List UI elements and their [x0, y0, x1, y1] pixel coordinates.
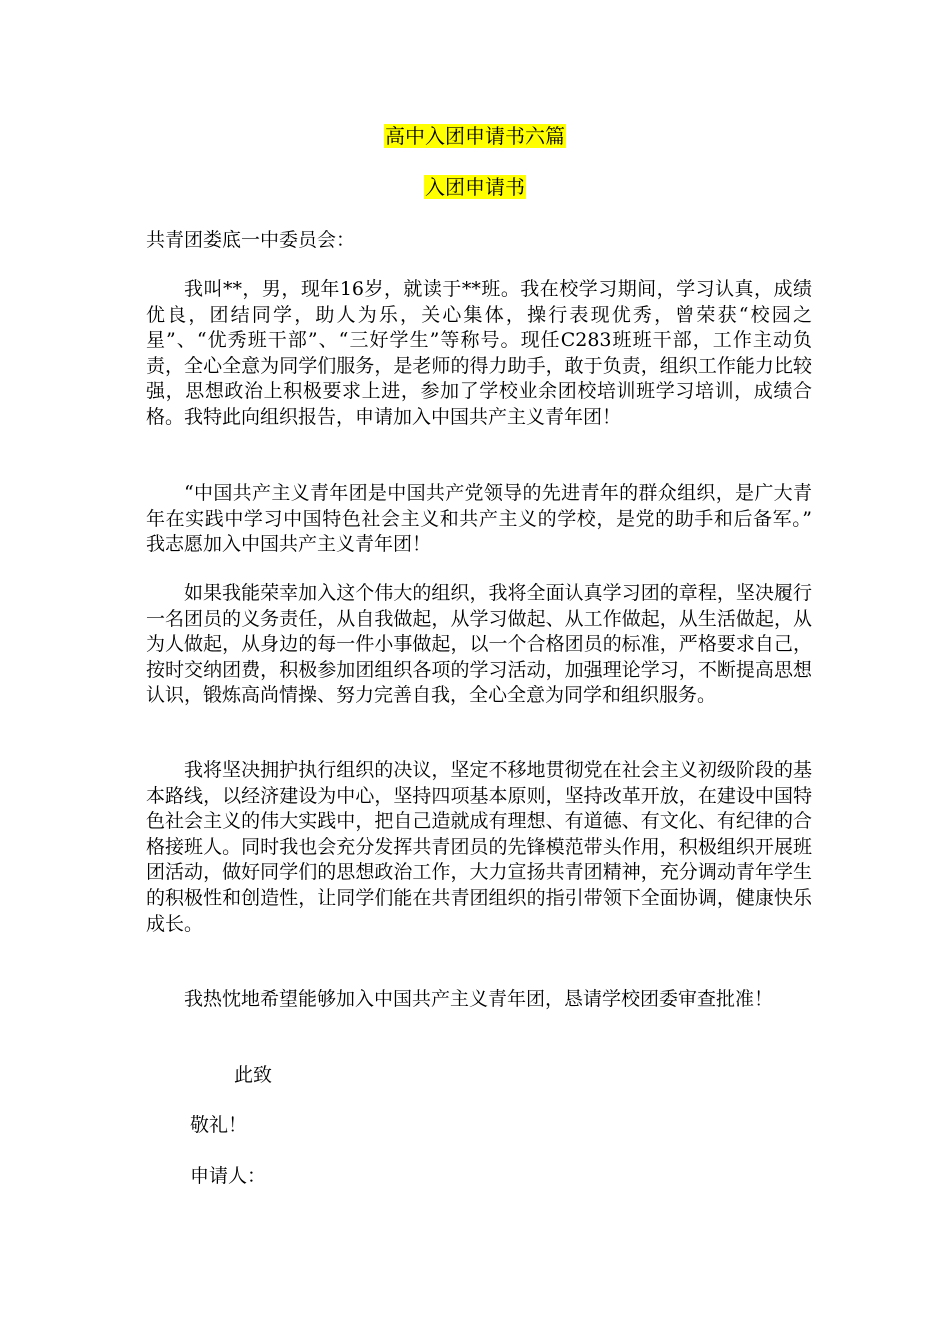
closing-line-jingli: 敬礼！: [190, 1114, 248, 1136]
paragraph-pledge: 我将坚决拥护执行组织的决议，坚定不移地贯彻党在社会主义初级阶段的基本路线，以经济建设为中心，坚持四项基本原则，坚持改革开放，在建设中国特色社会主义的伟大实践中，把自己造就成有理想、有道德、有文化、有纪律的合格接班人。同时我也会充分发挥共青团员的先锋模范带头作用，积极组织开展班团活动，做好同学们的思想政治工作，大力宣扬共青团精神，充分调动青年学生的积极性和创造性，让同学们能在共青团组织的指引带领下全面协调，健康快乐成长。: [146, 759, 812, 935]
document-sub-title: [0, 174, 950, 200]
sub-title-text: 入团申请书: [425, 175, 525, 199]
paragraph-introduction: 我叫**，男，现年16岁，就读于**班。我在校学习期间，学习认真，成绩优良，团结同学，助人为乐，关心集体，操行表现优秀，曾荣获“校园之星”、“优秀班干部”、“三好学生”等称号。现任C283班班干部，工作主动负责，全心全意为同学们服务，是老师的得力助手，敢于负责，组织工作能力比较强，思想政治上积极要求上进，参加了学校业余团校培训班学习培训，成绩合格。我特此向组织报告，申请加入中国共产主义青年团！: [146, 278, 812, 428]
closing-line-cizhi: 此致: [234, 1064, 273, 1086]
paragraph-league-definition: “中国共产主义青年团是中国共产党领导的先进青年的群众组织，是广大青年在实践中学习中国特色社会主义和共产主义的学校，是党的助手和后备军。” 我志愿加入中国共产主义青年团！: [146, 482, 812, 556]
salutation: 共青团娄底一中委员会：: [146, 229, 356, 251]
paragraph-request: 我热忱地希望能够加入中国共产主义青年团，恳请学校团委审查批准！: [184, 988, 774, 1010]
paragraph-commitment: 如果我能荣幸加入这个伟大的组织，我将全面认真学习团的章程，坚决履行一名团员的义务责任，从自我做起，从学习做起、从工作做起，从生活做起，从为人做起，从身边的每一件小事做起，以一个合格团员的标准，严格要求自己，按时交纳团费，积极参加团组织各项的学习活动，加强理论学习，不断提高思想认识，锻炼高尚情操、努力完善自我，全心全意为同学和组织服务。: [146, 582, 812, 707]
document-main-title: [0, 123, 950, 149]
applicant-signature-label: 申请人：: [190, 1165, 267, 1187]
main-title-text: 高中入团申请书六篇: [385, 124, 565, 148]
